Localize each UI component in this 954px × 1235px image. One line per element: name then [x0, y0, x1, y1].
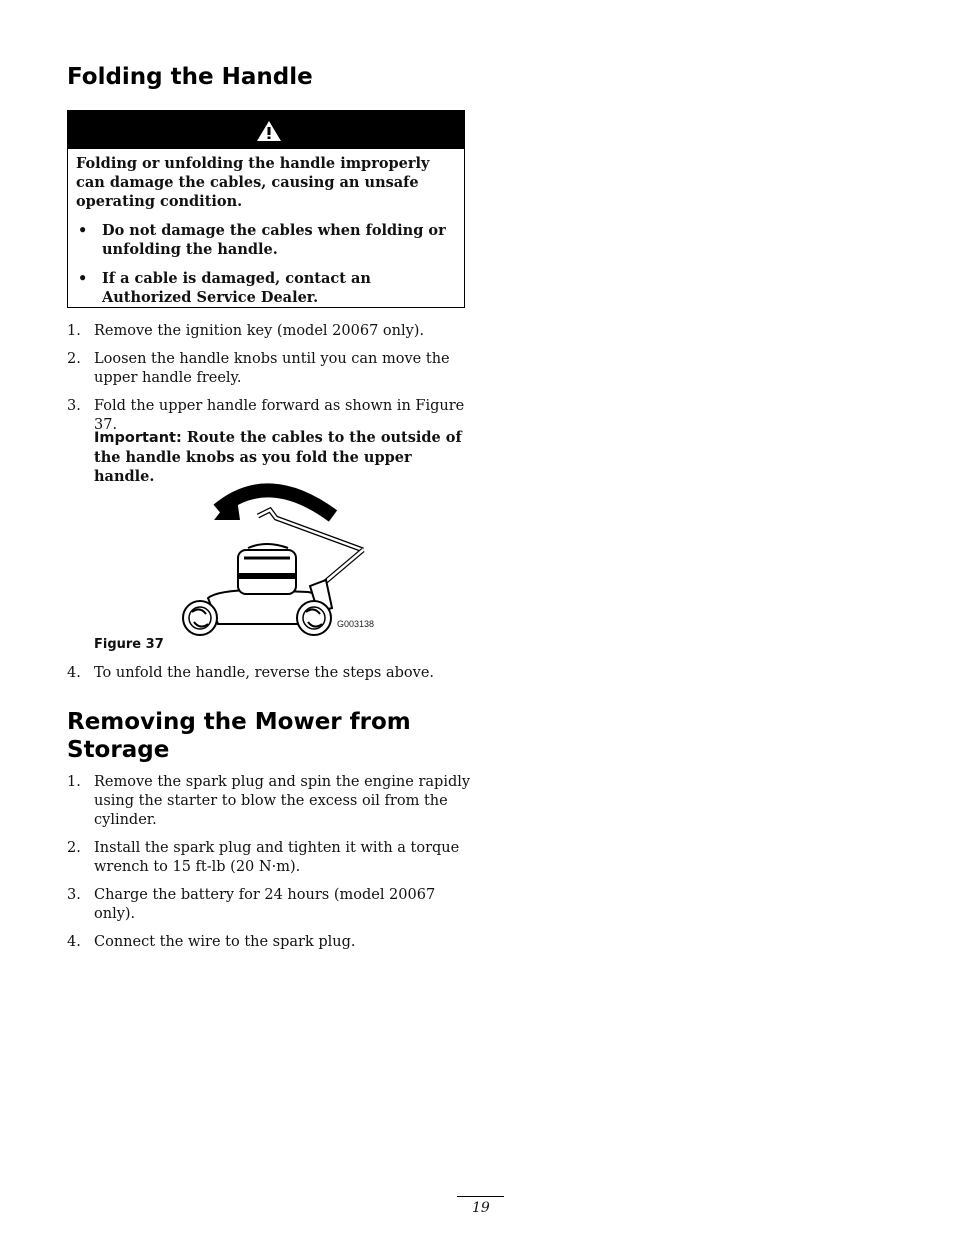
- list-item: [67, 664, 472, 683]
- list-item: [67, 322, 472, 341]
- warning-triangle-icon: [256, 120, 282, 142]
- step-number: 4.: [67, 934, 81, 950]
- section-title-folding: Folding the Handle: [67, 64, 313, 90]
- step-text: Charge the battery for 24 hours (model 20067 only).: [94, 887, 436, 922]
- step-number: 1.: [67, 774, 81, 790]
- list-item: [67, 933, 472, 952]
- list-item: [67, 773, 472, 830]
- warning-bullet-text: If a cable is damaged, contact an Authorized Service Dealer.: [102, 270, 371, 306]
- list-item: [67, 839, 472, 877]
- warning-text: Folding or unfolding the handle improperly can damage the cables, causing an unsafe operating condition.: [76, 155, 430, 210]
- folding-steps-list: [67, 322, 472, 444]
- important-text: Route the cables to the outside of the handle knobs as you fold the upper handle.: [94, 429, 462, 485]
- step-text: Fold the upper handle forward as shown in Figure 37.: [94, 398, 465, 433]
- important-label: Important:: [94, 430, 182, 446]
- step-text: To unfold the handle, reverse the steps above.: [94, 665, 435, 681]
- step-text: Remove the ignition key (model 20067 only).: [94, 323, 425, 339]
- warning-bullet: • Do not damage the cables when folding or unfolding the handle.: [78, 222, 446, 258]
- page-number: 19: [472, 1200, 490, 1216]
- step-text: Loosen the handle knobs until you can move the upper handle freely.: [94, 351, 450, 386]
- warning-box: [67, 110, 465, 308]
- step-number: 2.: [67, 351, 81, 367]
- section-title-removing: Removing the Mower from Storage: [67, 709, 411, 763]
- step-number: 4.: [67, 665, 81, 681]
- step-text: Connect the wire to the spark plug.: [94, 934, 356, 950]
- figure-caption: Figure 37: [94, 637, 164, 652]
- step-number: 1.: [67, 323, 81, 339]
- unfold-step-list: [67, 664, 472, 692]
- list-item: [67, 350, 472, 388]
- warning-bullet-text: Do not damage the cables when folding or unfolding the handle.: [102, 222, 446, 258]
- storage-steps-list: [67, 773, 472, 961]
- footer-divider: [457, 1196, 504, 1197]
- step-text: Remove the spark plug and spin the engine rapidly using the starter to blow the excess oil from the cylinder.: [94, 774, 471, 828]
- step-text: Install the spark plug and tighten it with a torque wrench to 15 ft-lb (20 N·m).: [94, 840, 460, 875]
- warning-bullet: • If a cable is damaged, contact an Authorized Service Dealer.: [78, 270, 371, 306]
- step-number: 3.: [67, 398, 81, 414]
- list-item: [67, 886, 472, 924]
- step-number: 3.: [67, 887, 81, 903]
- step-number: 2.: [67, 840, 81, 856]
- mower-handle-fold-illustration: [178, 478, 378, 638]
- figure-code: G003138: [337, 619, 375, 629]
- warning-header: [68, 111, 464, 149]
